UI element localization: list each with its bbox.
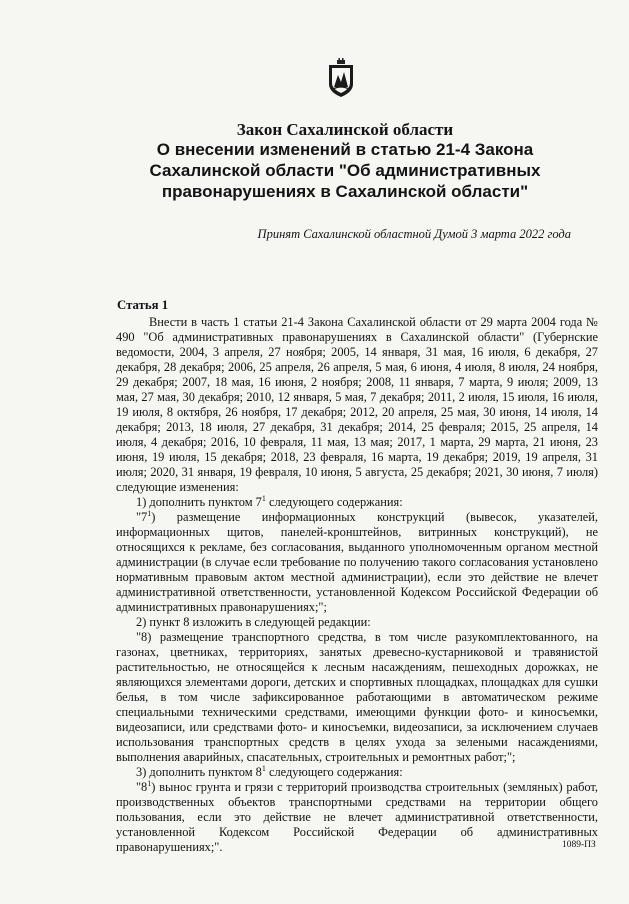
- item-3-lead: 3) дополнить пунктом $8^1$ следующего содержания:: [136, 763, 403, 779]
- law-subtitle-line-2: Сахалинской области "Об административных: [149, 161, 541, 180]
- adoption-note: Принят Сахалинской областной Думой 3 марта 2022 года: [257, 227, 571, 241]
- law-subtitle-line-1: О внесении изменений в статью 21-4 Закона: [156, 140, 534, 159]
- item-2-text: "8) размещение транспортного средства, в том числе разукомплектованного, на газонах, цветниках, территориях, занятых древесно-кустарниковой и травянистой растительностью, не относящейся к лесным насаждениям, пешеходных дорожках, не являющихся элементами дороги, детских и спортивных площадках, площадках для сушки белья, в том числе зафиксированное работающими в автоматическом режиме специальными техническими средствами, имеющими функции фото- и киносъемки, видеозаписи, или средствами фото- и киносъемки, видеозаписи, за исключением случаев использования транспортных средств в целях ухода за зелеными насаждениями, выполнения аварийных, спасательных, строительных и ремонтных работ;";: [116, 630, 598, 764]
- article-body: [116, 298, 598, 855]
- item-2-lead: 2) пункт 8 изложить в следующей редакции:: [136, 615, 371, 629]
- coat-of-arms-icon: [326, 58, 356, 98]
- law-title: Закон Сахалинской области: [236, 120, 454, 139]
- item-1-lead: 1) дополнить пунктом $7^1$ следующего содержания:: [136, 493, 403, 509]
- item-3-text: "$8^1$) вынос грунта и грязи с территорий производства строительных (земляных) работ, производственных объектов транспортными средствами на территории общего пользования, если это действие не влечет административной ответственности, установленной Кодексом Российской Федерации об административных правонарушениях;".: [116, 778, 598, 854]
- law-subtitle-line-3: правонарушениях в Сахалинской области": [161, 182, 529, 201]
- document-code: 1089-ПЗ: [562, 840, 596, 850]
- article-intro: Внести в часть 1 статьи 21-4 Закона Сахалинской области от 29 марта 2004 года № 490 "Об административных правонарушениях в Сахалинской области" (Губернские ведомости, 2004, 3 апреля, 27 ноября; 2005, 14 января, 31 мая, 16 июля, 6 декабря, 27 декабря, 28 декабря; 2006, 25 апреля, 26 апреля, 5 мая, 6 июня, 4 июля, 8 июля, 24 ноября, 29 декабря; 2007, 18 мая, 16 июня, 2 ноября; 2008, 11 января, 7 марта, 9 июля; 2009, 13 мая, 27 мая, 30 декабря; 2010, 12 января, 5 мая, 7 декабря; 2011, 2 июля, 15 июля, 16 июля, 19 июля, 8 октября, 26 ноября, 17 декабря; 2012, 20 апреля, 25 мая, 30 июня, 14 июля, 14 декабря; 2013, 18 июля, 27 декабря, 31 декабря; 2014, 25 февраля; 2015, 25 апреля, 14 июля, 4 декабря; 2016, 10 февраля, 11 мая, 13 мая; 2017, 1 марта, 29 марта, 21 июня, 23 июня, 19 июля, 15 декабря; 2018, 23 февраля, 16 марта, 19 декабря; 2019, 19 апреля, 31 июля; 2020, 31 января, 19 февраля, 10 июня, 5 августа, 25 декабря; 2021, 30 июня, 7 июля) следующие изменения:: [116, 315, 598, 494]
- article-heading: Статья 1: [117, 298, 169, 312]
- title-block: [60, 120, 629, 202]
- item-1-text: "$7^1$) размещение информационных конструкций (вывесок, указателей, информационных щитов, панелей-кронштейнов, витринных конструкций), не относящихся к рекламе, без согласования, выданного уполномоченным органом местной администрации (в случае если требование по получению такого согласования установлено нормативным правовым актом местной администрации), если это действие не влечет административной ответственности, установленной Кодексом Российской Федерации об административных правонарушениях;";: [116, 508, 598, 614]
